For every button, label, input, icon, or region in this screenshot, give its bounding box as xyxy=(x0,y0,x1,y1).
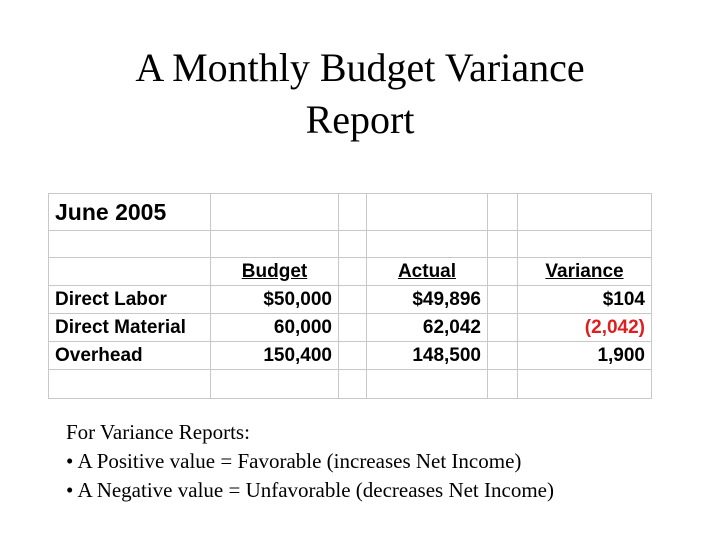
notes-intro: For Variance Reports: xyxy=(66,420,250,444)
row-label: Direct Material xyxy=(49,314,211,342)
row-label: Overhead xyxy=(49,342,211,370)
column-header-row xyxy=(49,258,652,286)
budget-value: 60,000 xyxy=(211,314,339,342)
variance-value-negative: (2,042) xyxy=(518,314,652,342)
variance-value: $104 xyxy=(518,286,652,314)
title-line-1: A Monthly Budget Variance xyxy=(135,45,585,90)
title-line-2: Report xyxy=(305,97,415,142)
variance-value: 1,900 xyxy=(518,342,652,370)
table-row xyxy=(49,231,652,258)
budget-variance-table xyxy=(48,193,652,399)
table-row xyxy=(49,370,652,399)
budget-value: $50,000 xyxy=(211,286,339,314)
sheet-heading: June 2005 xyxy=(49,194,211,231)
table-row xyxy=(49,342,652,370)
report-title xyxy=(0,42,720,146)
row-label: Direct Labor xyxy=(49,286,211,314)
table-row xyxy=(49,286,652,314)
actual-column-header: Actual xyxy=(367,258,488,286)
table-row xyxy=(49,194,652,231)
variance-notes xyxy=(66,418,554,505)
notes-bullet-negative: • A Negative value = Unfavorable (decreases Net Income) xyxy=(66,478,554,502)
actual-value: $49,896 xyxy=(367,286,488,314)
table-row xyxy=(49,314,652,342)
actual-value: 62,042 xyxy=(367,314,488,342)
budget-column-header: Budget xyxy=(211,258,339,286)
actual-value: 148,500 xyxy=(367,342,488,370)
notes-bullet-positive: • A Positive value = Favorable (increases Net Income) xyxy=(66,449,522,473)
budget-value: 150,400 xyxy=(211,342,339,370)
variance-column-header: Variance xyxy=(518,258,652,286)
